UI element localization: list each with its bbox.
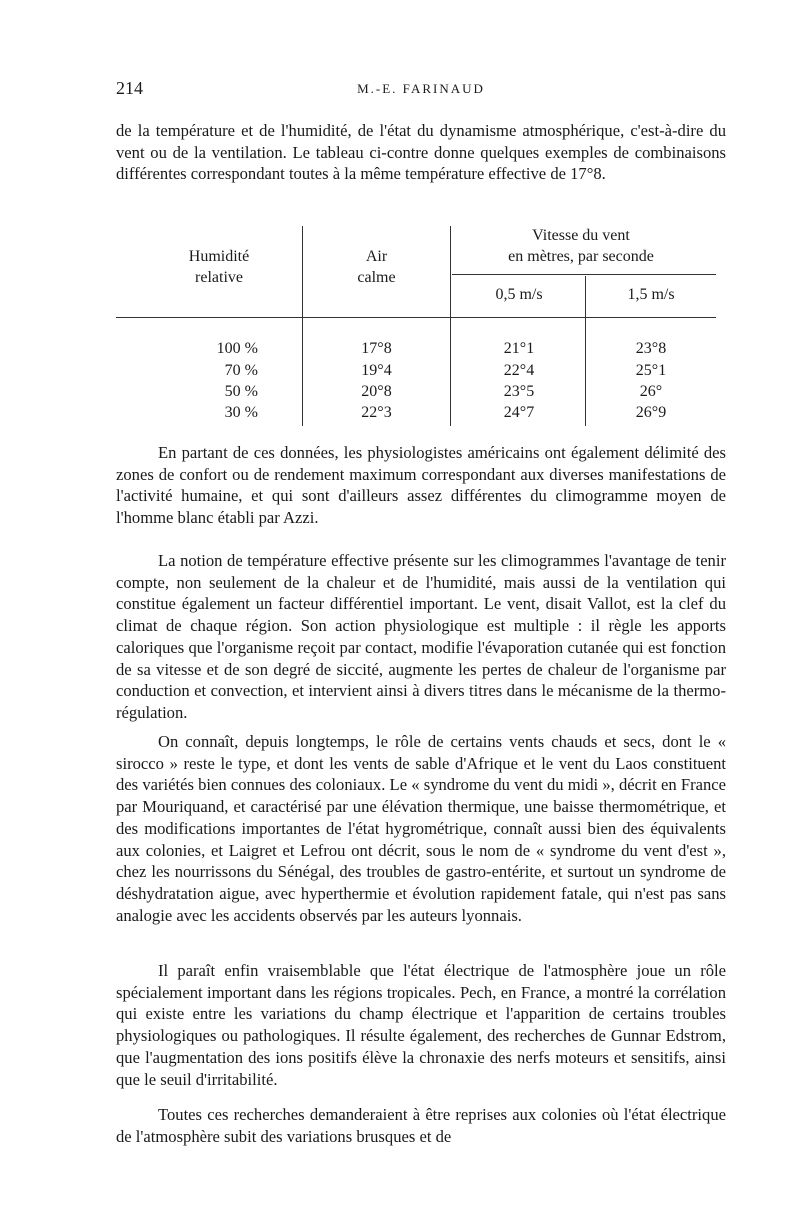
row-1-calm: 17°8 — [361, 340, 392, 357]
row-2-v15: 25°1 — [635, 362, 667, 379]
table-hline-header — [116, 317, 716, 318]
page-header — [116, 78, 726, 102]
paragraph-electric-state: Il paraît enfin vraisemblable que l'état électrique de l'atmosphère joue un rôle spécialement important dans les régions tropicales. Pech, en France, a montré la corrélation qui existe entre les variations du champ électrique et l'apparition de certains troubles physiologiques ou pathologiques. Il résulte également, des recherches de Gunnar Edstrom, que l'augmentation des ions positifs élève la chronaxie des nerfs moteurs et sensitifs, ainsi que le seuil d'irritabilité. — [116, 961, 726, 1089]
paragraph-colonies-research: Toutes ces recherches demanderaient à être reprises aux colonies où l'état électrique de l'atmosphère subit des variations brusques et de — [116, 1105, 726, 1146]
header-air-line1: Air — [365, 248, 388, 265]
row-4-v15: 26°9 — [635, 404, 667, 421]
row-4-calm: 22°3 — [361, 404, 392, 421]
paragraph-american-physiologists: En partant de ces données, les physiologistes américains ont également délimité des zones de confort ou de rendement maximum correspondant aux diverses manifestations de l'activité humaine, et qui sont d'ailleurs assez différentes du climogramme moyen de l'homme blanc établi par Azzi. — [116, 443, 726, 528]
table-hline-subheader — [452, 274, 716, 275]
paragraph-effective-temperature: La notion de température effective présente sur les climogrammes l'avantage de tenir compte, non seulement de la chaleur et de l'humidité, mais aussi de la ventilation qui constitue également un facteur différentiel important. Le vent, disait Vallot, est la clef du climat de chaque région. Son action physiologique est multiple : il règle les apports caloriques que l'organisme reçoit par contact, modifie l'évaporation cutanée qui est fonction de sa vitesse et de son degré de siccité, augmente les pertes de chaleur de l'organisme par conduction et convection, et intervient ainsi à divers titres dans le mécanisme de la thermo-régulation. — [116, 551, 726, 722]
row-3-v15: 26° — [639, 383, 663, 400]
paragraph-hot-winds: On connaît, depuis longtemps, le rôle de certains vents chauds et secs, dont le « sirocco » reste le type, et dont les vents de sable d'Afrique et le vent du Laos constituent des variétés bien connues des coloniaux. Le « syndrome du vent du midi », décrit en France par Mouriquand, et caractérisé par une élévation thermique, une baisse thermométrique, et des modifications importantes de l'état hygrométrique, connaît aussi bien des équivalents aux colonies, et Laigret et Lefrou ont décrit, sous le nom de « syndrome du vent d'est », chez les nourrissons du Sénégal, des troubles de gastro-entérite, et surtout un syndrome de déshydratation aigue, avec hyperthermie et évolution rapidement fatale, qui n'est pas sans analogie avec les accidents observés par les auteurs lyonnais. — [116, 732, 726, 925]
row-1-v05: 21°1 — [503, 340, 535, 357]
row-1-v15: 23°8 — [635, 340, 667, 357]
header-air-line2: calme — [357, 269, 396, 286]
row-4-humidity: 30 % — [224, 404, 258, 421]
effective-temperature-table — [116, 222, 726, 427]
running-head: M.-E. FARINAUD — [357, 81, 485, 96]
header-humidity-line1: Humidité — [188, 248, 250, 265]
row-4-v05: 24°7 — [503, 404, 535, 421]
header-wind-line1: Vitesse du vent — [532, 227, 630, 244]
table-vline-1 — [302, 226, 303, 426]
header-speed-05: 0,5 m/s — [495, 286, 543, 303]
row-2-v05: 22°4 — [503, 362, 535, 379]
page-number: 214 — [116, 78, 143, 98]
paragraph-intro: de la température et de l'humidité, de l'état du dynamisme atmosphérique, c'est-à-dire du vent ou de la ventilation. Le tableau ci-contre donne quelques exemples de combinaisons différentes correspondant toutes à la même température effective de 17°8. — [116, 121, 726, 184]
row-3-calm: 20°8 — [361, 383, 392, 400]
table-vline-2 — [450, 226, 451, 426]
row-1-humidity: 100 % — [216, 340, 258, 357]
header-humidity-line2: relative — [195, 269, 243, 286]
header-wind-line2: en mètres, par seconde — [508, 248, 654, 265]
header-speed-15: 1,5 m/s — [627, 286, 675, 303]
row-2-calm: 19°4 — [361, 362, 392, 379]
row-3-humidity: 50 % — [224, 383, 258, 400]
row-2-humidity: 70 % — [224, 362, 258, 379]
row-3-v05: 23°5 — [503, 383, 535, 400]
